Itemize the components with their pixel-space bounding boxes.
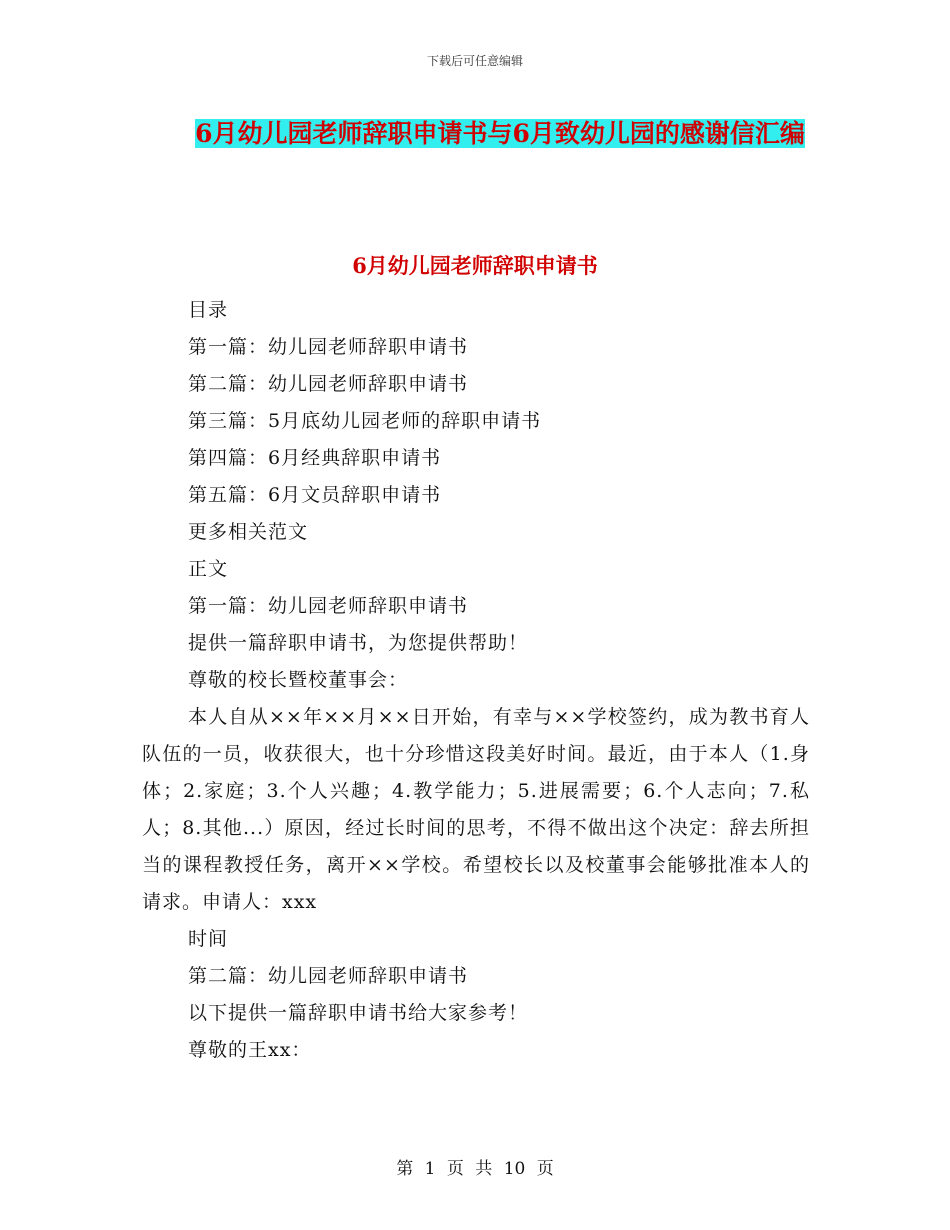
document-body [142,292,810,1069]
body-paragraph: 本人自从××年××月××日开始，有幸与××学校签约，成为教书育人队伍的一员，收获很大，也十分珍惜这段美好时间。最近，由于本人（1.身体；2.家庭；3.个人兴趣；4.教学能力；5.进展需要；6.个人志向；7.私人；8.其他...）原因，经过长时间的思考，不得不做出这个决定：辞去所担当的课程教授任务，离开××学校。希望校长以及校董事会能够批准本人的请求。申请人：xxx [142,706,810,913]
body-line: 第二篇：幼儿园老师辞职申请书 [188,373,469,395]
document-title [150,112,850,156]
body-line: 尊敬的王xx： [188,1039,312,1061]
body-line: 第一篇：幼儿园老师辞职申请书 [188,336,469,358]
document-title-text: 6月幼儿园老师辞职申请书与6月致幼儿园的感谢信汇编 [195,119,805,148]
body-line: 第二篇：幼儿园老师辞职申请书 [188,965,469,987]
page-number-footer: 第 1 页 共 10 页 [396,1159,554,1179]
body-line: 第五篇：6月文员辞职申请书 [188,484,442,506]
body-line: 尊敬的校长暨校董事会： [188,669,409,691]
body-line: 以下提供一篇辞职申请书给大家参考！ [188,1002,529,1024]
body-line: 第一篇：幼儿园老师辞职申请书 [188,595,469,617]
body-line: 目录 [188,299,229,321]
body-line: 正文 [188,558,229,580]
section-title: 6月幼儿园老师辞职申请书 [352,253,598,278]
body-line: 第三篇：5月底幼儿园老师的辞职申请书 [188,410,542,432]
body-line: 时间 [188,928,229,950]
body-line: 第四篇：6月经典辞职申请书 [188,447,442,469]
body-line: 提供一篇辞职申请书，为您提供帮助！ [188,632,529,654]
header-note: 下载后可任意编辑 [426,54,523,68]
body-line: 更多相关范文 [188,521,309,543]
